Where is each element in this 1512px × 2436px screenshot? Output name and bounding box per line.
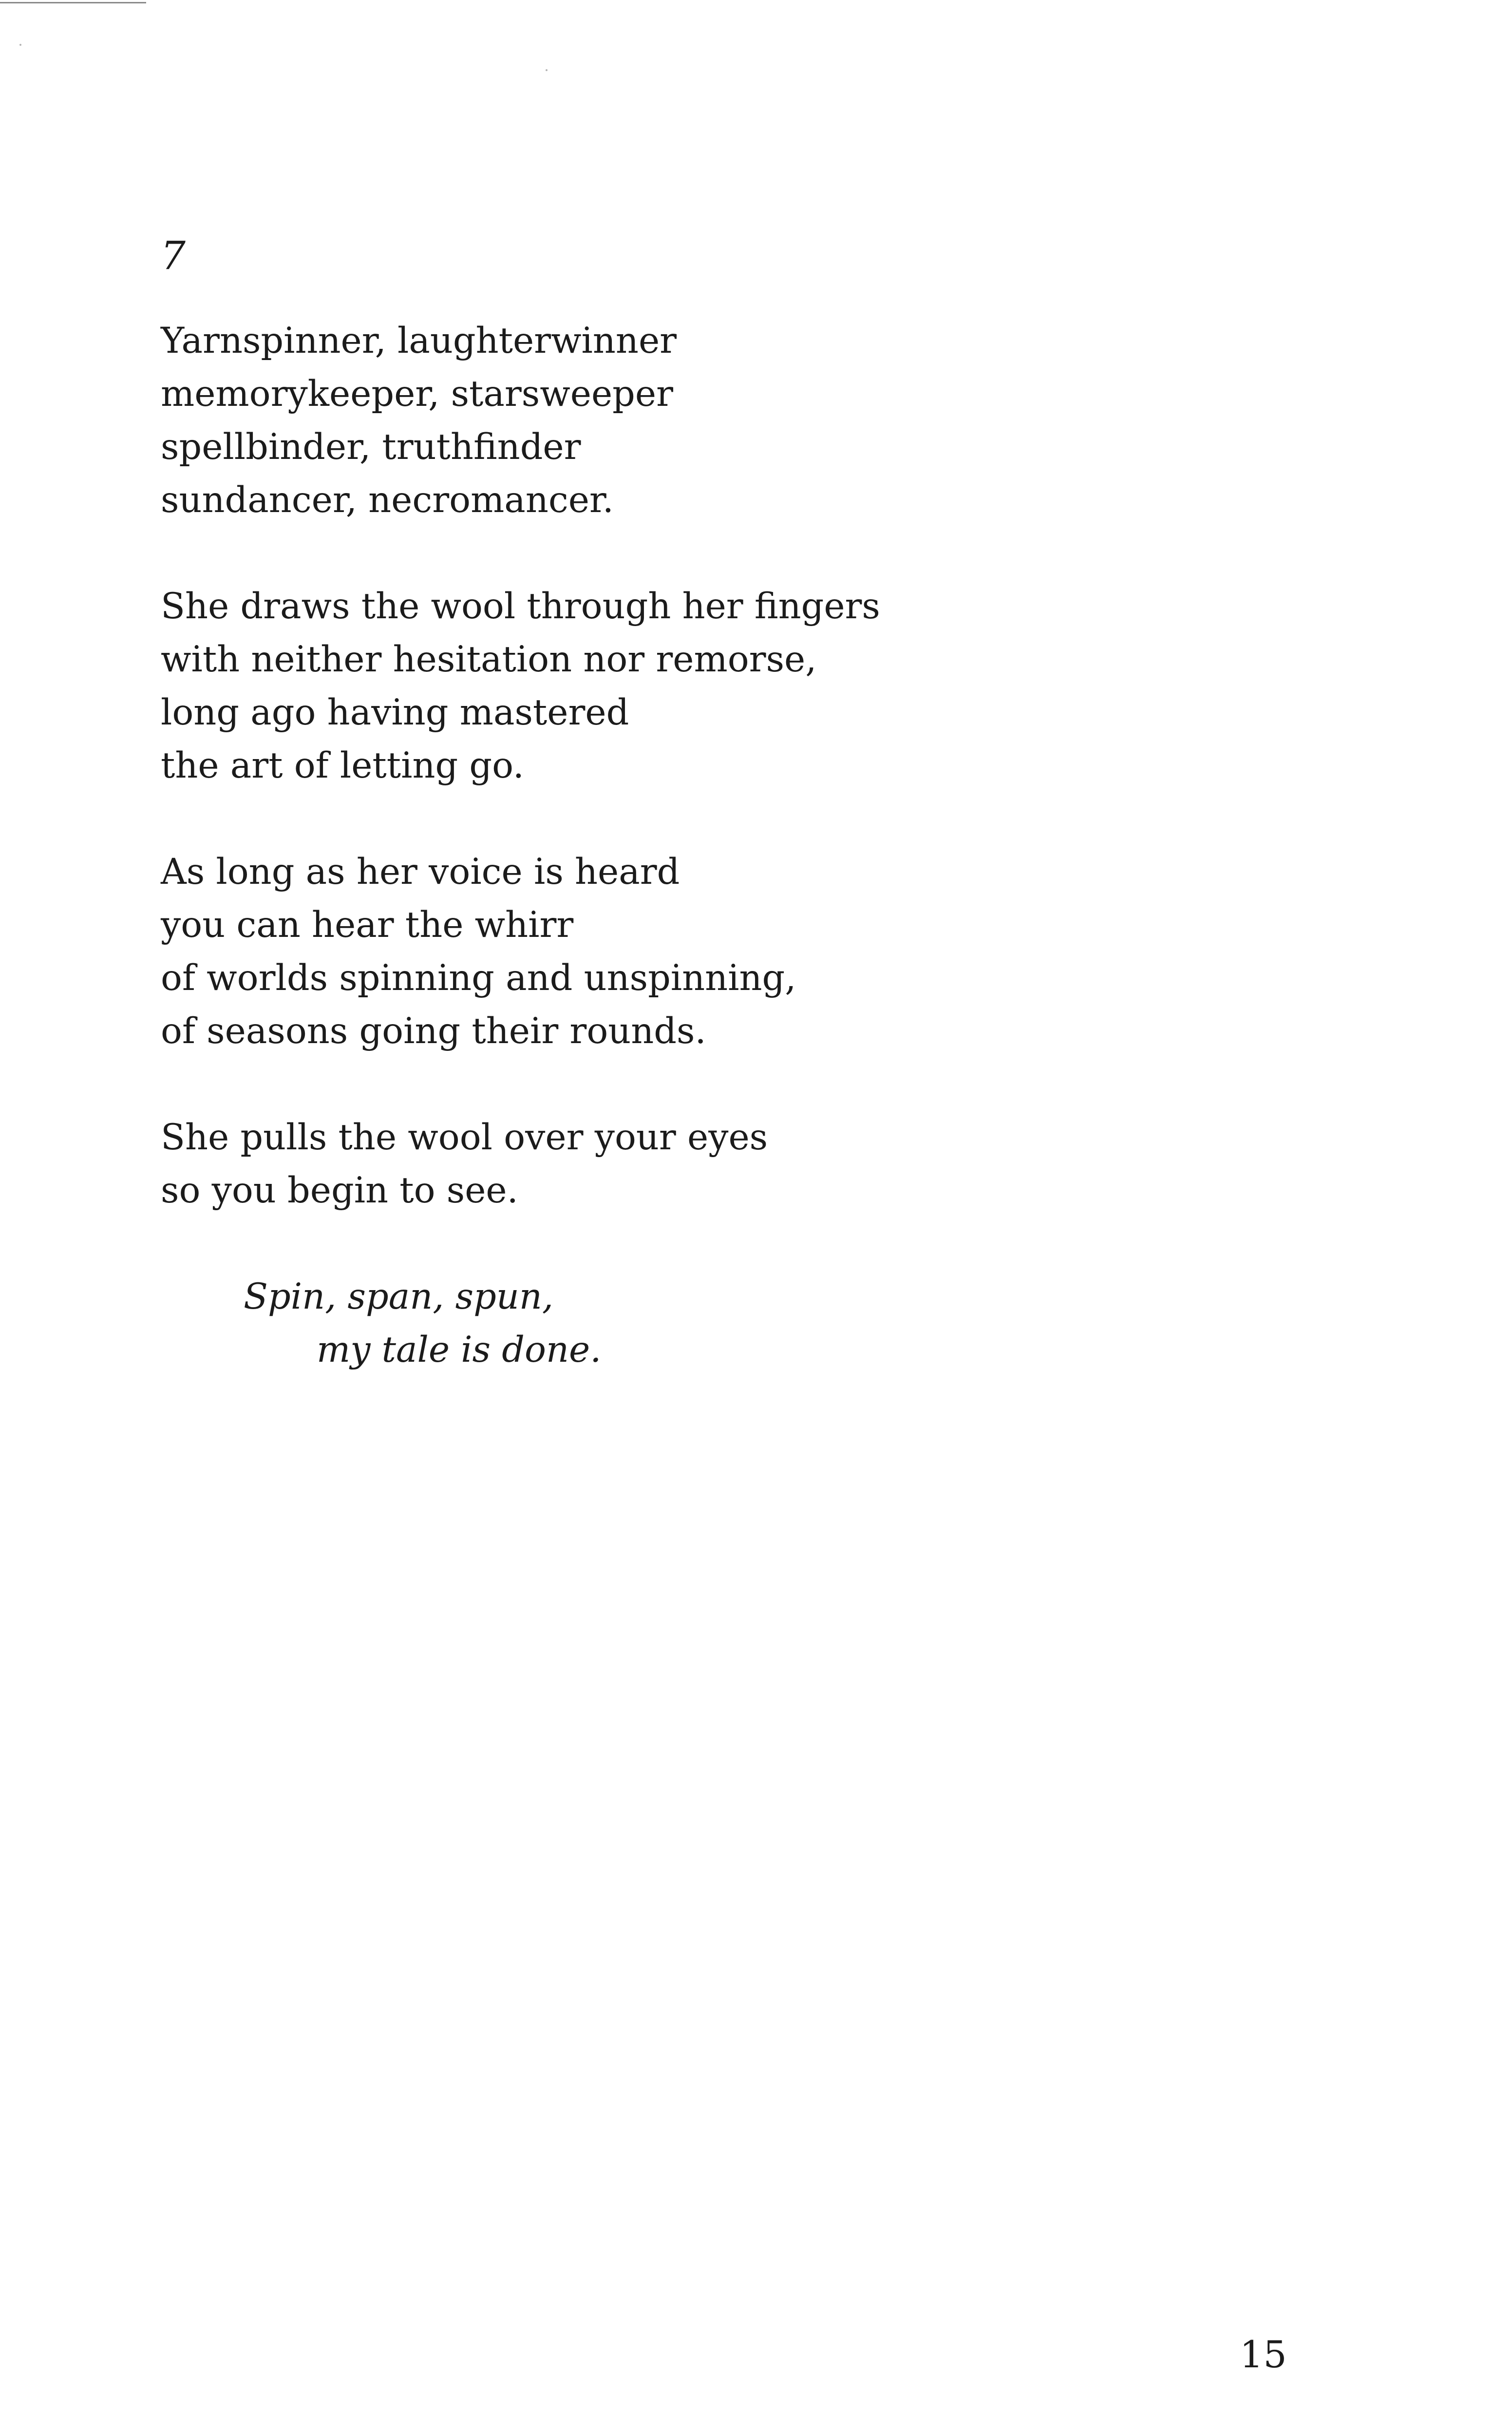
poem-line: She draws the wool through her fingers	[161, 586, 880, 627]
poem-line: with neither hesitation nor remorse,	[161, 639, 817, 680]
poem-line: spellbinder, truthfinder	[161, 426, 581, 468]
poem-line: so you begin to see.	[161, 1170, 518, 1211]
refrain-stanza	[161, 1270, 1232, 1376]
poem-line: of worlds spinning and unspinning,	[161, 957, 796, 999]
refrain-line: Spin, span, spun,	[244, 1276, 554, 1317]
poem-line: As long as her voice is heard	[161, 851, 680, 893]
stanza-2	[161, 580, 1232, 792]
scan-speck	[19, 44, 21, 46]
poem-number: 7	[161, 233, 186, 278]
poem-line: She pulls the wool over your eyes	[161, 1117, 768, 1158]
stanza-1	[161, 314, 1232, 527]
poem-line: the art of letting go.	[161, 745, 525, 786]
refrain-line: my tale is done.	[317, 1329, 602, 1370]
poem-line: long ago having mastered	[161, 692, 629, 733]
poem-line: memorykeeper, starsweeper	[161, 373, 673, 415]
poem-line: you can hear the whirr	[161, 904, 574, 946]
poem-line: Yarnspinner, laughterwinner	[161, 320, 677, 362]
scan-edge-line	[0, 2, 146, 3]
poem-line: sundancer, necromancer.	[161, 479, 614, 521]
page-number: 15	[1240, 2333, 1287, 2376]
poem-body	[161, 314, 1232, 1429]
scan-speck	[546, 69, 548, 71]
stanza-4	[161, 1111, 1232, 1217]
poem-line: of seasons going their rounds.	[161, 1010, 706, 1052]
stanza-3	[161, 845, 1232, 1058]
